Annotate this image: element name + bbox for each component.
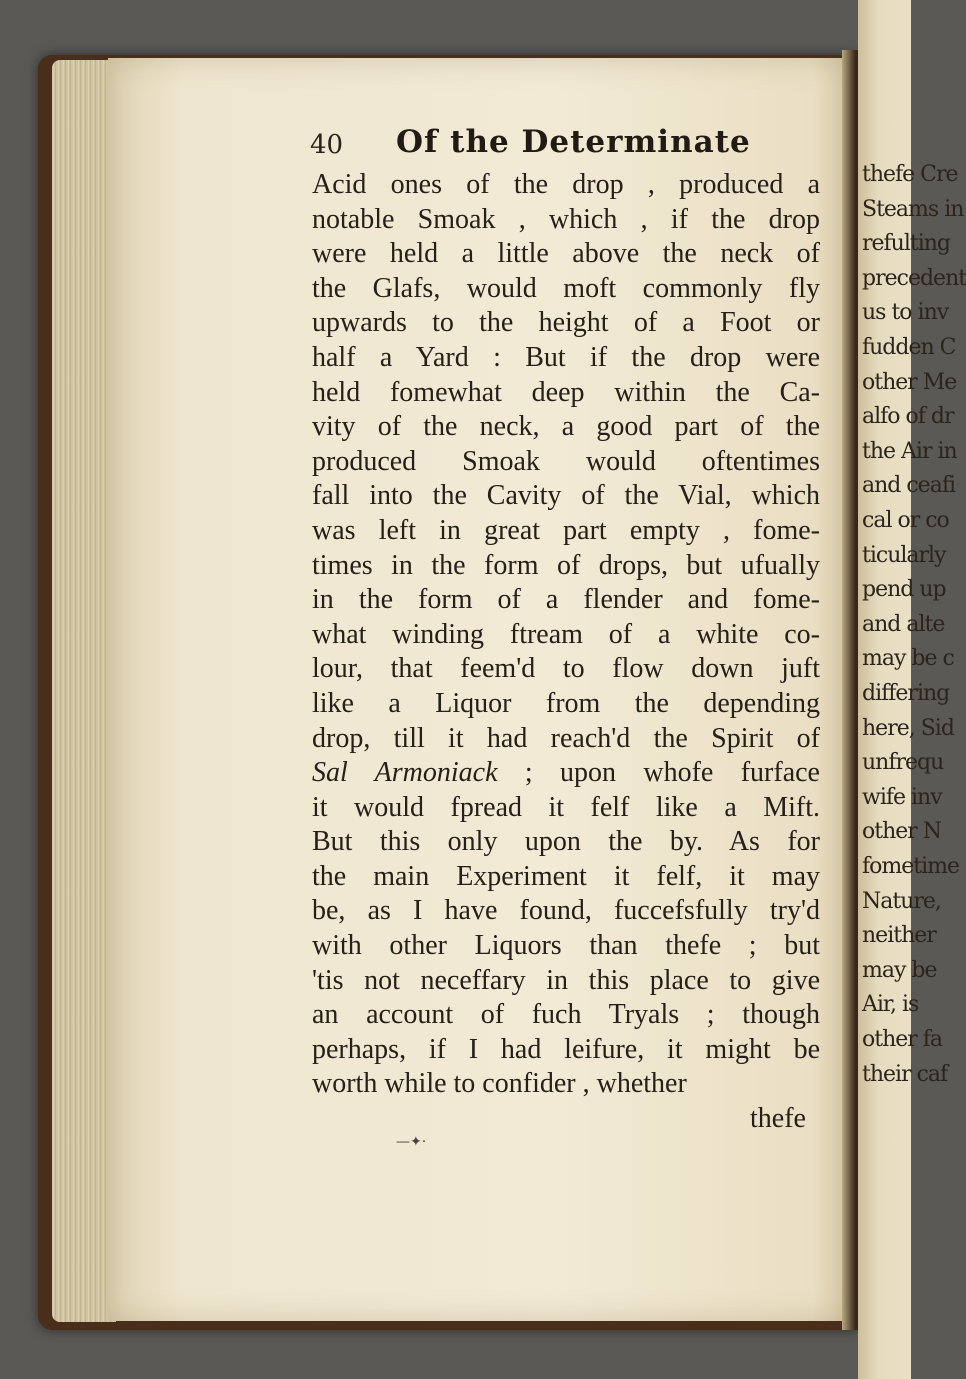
facing-page-line: their caf	[862, 1061, 948, 1087]
text-line: an account of fuch Tryals ; though	[312, 999, 820, 1031]
facing-page-line: Air, is	[862, 992, 919, 1018]
facing-page-line: ticularly	[862, 542, 946, 568]
facing-page-line: may be c	[862, 646, 954, 672]
facing-page-line: other Me	[862, 369, 957, 395]
facing-page-line: us to inv	[862, 300, 949, 326]
text-line: it would fpread it felf like a Mift.	[312, 791, 820, 823]
text-line: were held a little above the neck of	[312, 238, 820, 270]
text-line: But this only upon the by. As for	[312, 826, 820, 858]
text-line: notable Smoak , which , if the drop	[312, 203, 820, 235]
text-line: with other Liquors than thefe ; but	[312, 930, 820, 962]
facing-page-line: refulting	[862, 231, 951, 257]
text-line: Sal Armoniack ; upon whofe furface	[312, 757, 820, 789]
facing-page-line: thefe Cre	[862, 162, 958, 187]
facing-page-line: and ceafi	[862, 473, 955, 499]
facing-page-line: other fa	[862, 1027, 943, 1052]
facing-page-line: Nature,	[862, 888, 941, 914]
facing-page-line: alfo of dr	[862, 404, 954, 430]
text-line: be, as I have found, fuccefsfully try'd	[312, 895, 820, 927]
body-text	[312, 168, 820, 1102]
text-line: upwards to the height of a Foot or	[312, 307, 820, 339]
text-line: worth while to confider , whether	[312, 1068, 687, 1100]
facing-page-edge	[858, 0, 966, 1379]
text-line: lour, that feem'd to flow down juft	[312, 653, 820, 685]
text-line: the main Experiment it felf, it may	[312, 860, 820, 892]
text-line: vity of the neck, a good part of the	[312, 411, 820, 443]
text-line: perhaps, if I had leifure, it might be	[312, 1033, 820, 1065]
text-line: half a Yard : But if the drop were	[312, 341, 820, 373]
text-line: held fomewhat deep within the Ca-	[312, 376, 820, 408]
ornament: —✦·	[396, 1134, 427, 1150]
text-line: in the form of a flender and fome-	[312, 584, 820, 616]
text-line: was left in great part empty , fome-	[312, 514, 820, 546]
facing-page-line: wife inv	[862, 784, 942, 810]
facing-page-line: pend up	[862, 577, 946, 603]
text-line: fall into the Cavity of the Vial, which	[312, 480, 820, 512]
facing-page-line: unfrequ	[862, 750, 944, 776]
text-line: 'tis not neceffary in this place to give	[312, 964, 820, 996]
facing-page-line: precedent	[862, 265, 966, 291]
facing-page-line: and alte	[862, 611, 945, 637]
text-line: produced Smoak would oftentimes	[312, 445, 820, 477]
text-line: Acid ones of the drop , produced a	[312, 169, 820, 200]
facing-page-line: cal or co	[862, 508, 949, 533]
facing-page-line: here, Sid	[862, 715, 954, 741]
text-line: drop, till it had reach'd the Spirit of	[312, 722, 820, 754]
text-line: what winding ftream of a white co-	[312, 618, 820, 650]
facing-page-line: fometime	[862, 854, 960, 879]
facing-page-line: the Air in	[862, 438, 957, 464]
page-edges	[52, 60, 116, 1322]
facing-page-line: may be	[862, 957, 937, 983]
text-line: like a Liquor from the depending	[312, 687, 820, 719]
facing-page-line: Steams in	[862, 196, 964, 222]
facing-page-line: neither	[862, 923, 936, 949]
page-number: 40	[310, 130, 344, 160]
text-line: the Glafs, would moft commonly fly	[312, 272, 820, 304]
text-line: times in the form of drops, but ufually	[312, 549, 820, 581]
facing-page-line: differing	[862, 681, 950, 706]
facing-page-line: other N	[862, 819, 942, 845]
catchword: thefe	[750, 1103, 806, 1134]
running-head: Of the Determinate	[396, 124, 751, 160]
facing-page-line: fudden C	[862, 335, 956, 360]
